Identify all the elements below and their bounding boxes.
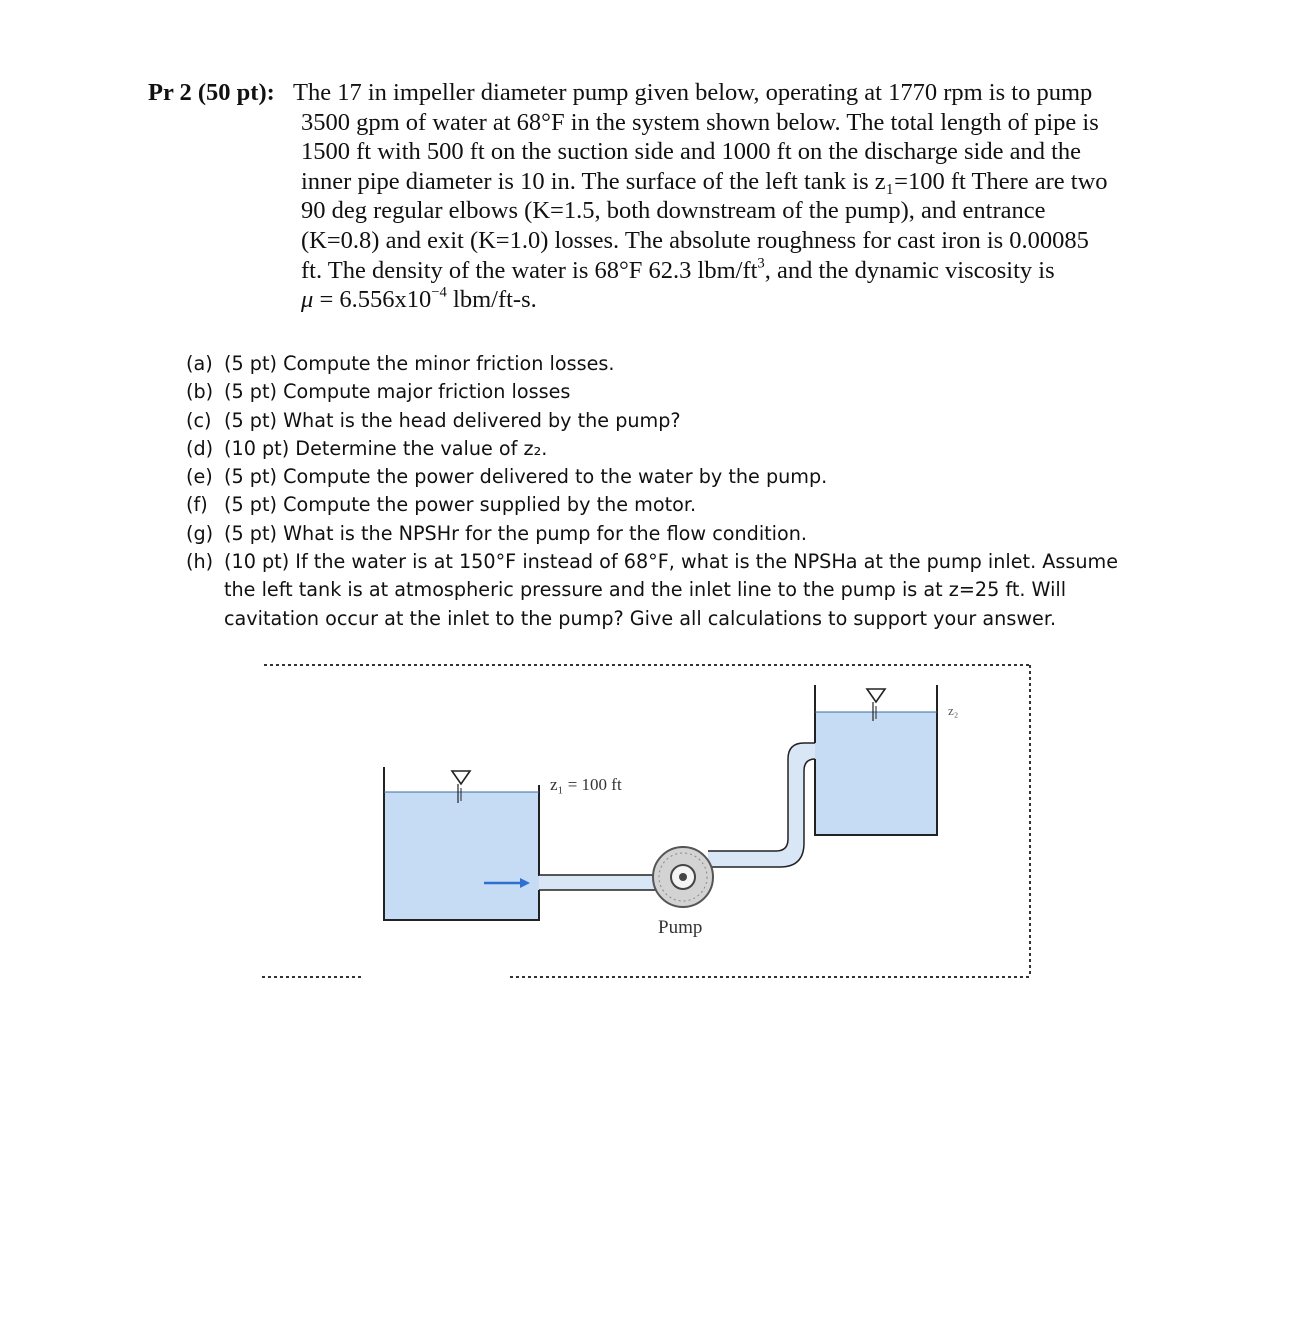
pump-system-figure (250, 655, 1040, 985)
problem-line-3: 1500 ft with 500 ft on the suction side and 1000 ft on the discharge side and the (301, 138, 1082, 166)
question-d (186, 435, 1146, 463)
question-c (186, 407, 1146, 435)
z1-label: z₁ = 100 ft (550, 775, 622, 794)
question-a (186, 350, 1146, 378)
question-b (186, 378, 1146, 406)
right-tank-water (815, 712, 937, 835)
question-label: (h) (186, 550, 214, 574)
question-text: (10 pt) If the water is at 150°F instead of 68°F, what is the NPSHa at the pump inlet. Assume the left tank is at atmospheric pressure and the inlet line to the pump is at z=25 ft. Will cavitation occur at the inlet to the pump? Give all calculations to support your answer. (224, 550, 1119, 630)
question-f (186, 491, 1146, 519)
problem-line-4: inner pipe diameter is 10 in. The surface of the left tank is z₁=100 ft There are two (301, 167, 1108, 195)
question-label: (b) (186, 380, 214, 404)
problem-line-2: 3500 gpm of water at 68°F in the system shown below. The total length of pipe is (301, 108, 1099, 136)
viscosity-units: lbm/ft-s. (446, 286, 537, 314)
question-label: (f) (186, 493, 208, 517)
viscosity-value: = 6.556x10 (313, 286, 432, 314)
question-text: (5 pt) What is the NPSHr for the pump for the flow condition. (224, 521, 808, 545)
problem-line-6: (K=0.8) and exit (K=1.0) losses. The absolute roughness for cast iron is 0.00085 (301, 226, 1089, 254)
problem-line-5: 90 deg regular elbows (K=1.5, both downstream of the pump), and entrance (301, 197, 1046, 225)
question-text: (5 pt) Compute the power delivered to the water by the pump. (224, 465, 828, 489)
question-label: (e) (186, 465, 213, 489)
question-label: (g) (186, 521, 214, 545)
problem-heading: Pr 2 (50 pt): (148, 79, 275, 106)
pump-icon (653, 847, 713, 907)
viscosity-intro: , and the dynamic viscosity is (764, 256, 1055, 284)
problem-body (301, 108, 1108, 315)
right-tank (815, 685, 937, 835)
pump-system-diagram (250, 655, 1040, 985)
viscosity-exponent: −4 (431, 284, 447, 301)
question-e (186, 463, 1146, 491)
density-exponent: 3 (757, 255, 765, 272)
z2-label: z₂ (948, 703, 959, 718)
question-text: (10 pt) Determine the value of z₂. (224, 436, 548, 460)
problem-line-1: The 17 in impeller diameter pump given below, operating at 1770 rpm is to pump (293, 79, 1093, 106)
left-tank-water (384, 792, 539, 920)
problem-line-8 (301, 285, 1108, 315)
water-level-icon (867, 689, 885, 702)
question-label: (a) (186, 352, 213, 375)
discharge-pipe (708, 743, 815, 867)
question-label: (c) (186, 408, 212, 432)
question-text: (5 pt) Compute the minor friction losses. (224, 352, 615, 375)
question-list (186, 350, 1146, 633)
pump-label: Pump (658, 917, 703, 938)
problem-line-7 (301, 256, 1108, 286)
question-g (186, 520, 1146, 548)
left-tank (384, 767, 539, 920)
question-text: (5 pt) What is the head delivered by the pump? (224, 408, 681, 432)
question-h (186, 548, 1146, 633)
density-text: ft. The density of the water is 68°F 62.3 lbm/ft (301, 256, 758, 284)
question-text: (5 pt) Compute major friction losses (224, 380, 571, 404)
water-level-icon (452, 771, 470, 784)
mu-symbol: μ (301, 286, 314, 314)
question-label: (d) (186, 436, 214, 460)
question-text: (5 pt) Compute the power supplied by the motor. (224, 493, 697, 517)
